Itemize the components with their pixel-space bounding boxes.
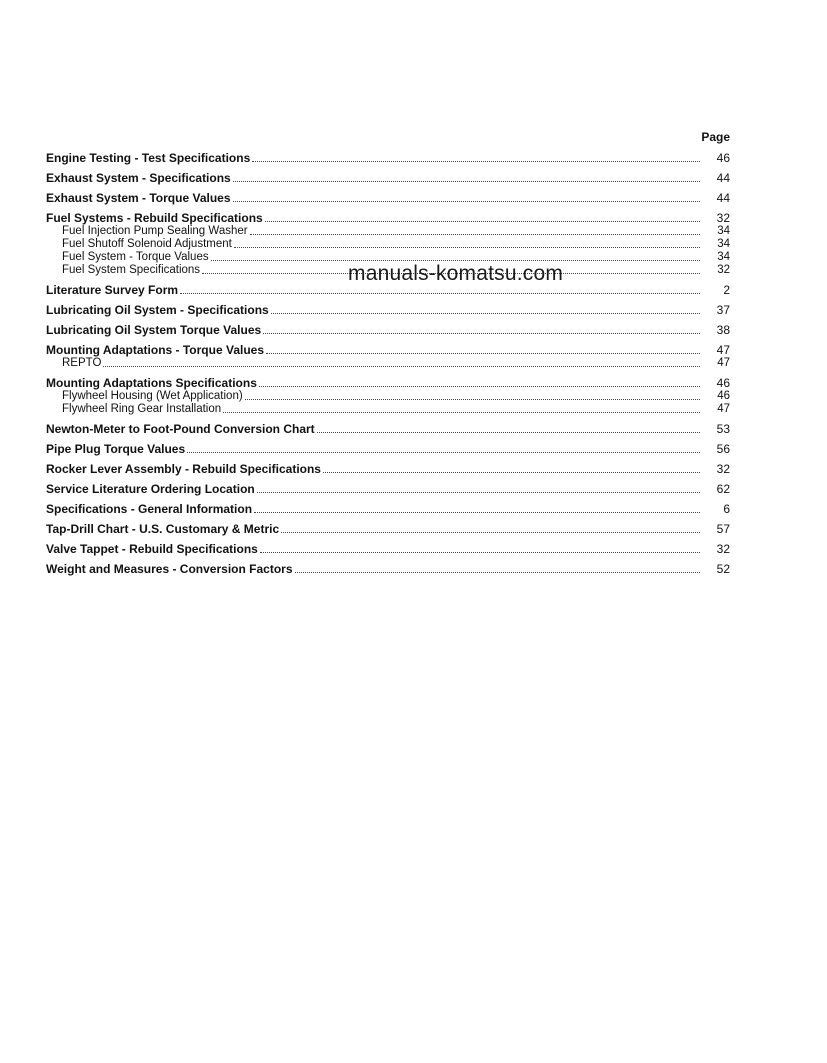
toc-entry <box>46 304 730 317</box>
toc-subrow[interactable] <box>46 403 730 416</box>
toc-page-number: 32 <box>716 462 730 476</box>
toc-page-number: 34 <box>717 225 730 237</box>
toc-title: Fuel System Specifications <box>62 264 201 276</box>
toc-row[interactable] <box>46 344 730 357</box>
toc-page-number: 47 <box>717 403 730 415</box>
toc-page-number: 46 <box>716 376 730 390</box>
toc-title: Fuel Injection Pump Sealing Washer <box>62 225 248 237</box>
toc-row[interactable] <box>46 523 730 536</box>
toc-title: Mounting Adaptations Specifications <box>46 376 257 390</box>
toc-subrow[interactable] <box>46 357 730 370</box>
toc-title: Fuel System - Torque Values <box>62 251 209 263</box>
toc-entry <box>46 152 730 165</box>
dot-leader <box>223 411 700 413</box>
toc-subrow[interactable] <box>46 390 730 403</box>
table-of-contents <box>46 152 730 583</box>
toc-page-number: 62 <box>716 482 730 496</box>
toc-page-number: 6 <box>723 502 730 516</box>
dot-leader <box>295 571 701 573</box>
toc-title: Specifications - General Information <box>46 502 253 516</box>
toc-row[interactable] <box>46 324 730 337</box>
toc-title: Tap-Drill Chart - U.S. Customary & Metric <box>46 522 280 536</box>
dot-leader <box>187 451 700 453</box>
toc-page-number: 47 <box>717 357 730 369</box>
toc-page-number: 32 <box>716 542 730 556</box>
toc-entry <box>46 483 730 496</box>
toc-title: Rocker Lever Assembly - Rebuild Specifications <box>46 462 321 476</box>
toc-row[interactable] <box>46 212 730 225</box>
toc-title: Flywheel Ring Gear Installation <box>62 403 222 415</box>
toc-row[interactable] <box>46 377 730 390</box>
dot-leader <box>103 365 700 367</box>
toc-page-number: 32 <box>717 264 730 276</box>
toc-page-number: 38 <box>716 323 730 337</box>
toc-title: Lubricating Oil System - Specifications <box>46 303 269 317</box>
dot-leader <box>250 233 700 235</box>
toc-entry <box>46 344 730 370</box>
toc-page-number: 44 <box>716 191 730 205</box>
toc-page-number: 46 <box>717 390 730 402</box>
dot-leader <box>245 398 700 400</box>
toc-page-number: 37 <box>716 303 730 317</box>
toc-page-number: 56 <box>716 442 730 456</box>
toc-page-number: 47 <box>716 343 730 357</box>
toc-subrow[interactable] <box>46 238 730 251</box>
toc-title: Exhaust System - Torque Values <box>46 191 231 205</box>
toc-entry <box>46 523 730 536</box>
watermark: manuals-komatsu.com <box>348 262 564 285</box>
toc-title: Exhaust System - Specifications <box>46 171 231 185</box>
page-column-header: Page <box>701 130 730 144</box>
toc-title: REPTO <box>62 357 102 369</box>
toc-page-number: 46 <box>716 151 730 165</box>
toc-page-number: 34 <box>717 238 730 250</box>
toc-entry <box>46 463 730 476</box>
dot-leader <box>254 511 700 513</box>
dot-leader <box>265 220 700 222</box>
toc-page-number: 32 <box>716 211 730 225</box>
toc-page-number: 34 <box>717 251 730 263</box>
toc-title: Newton-Meter to Foot-Pound Conversion Chart <box>46 422 315 436</box>
toc-entry <box>46 172 730 185</box>
dot-leader <box>317 431 700 433</box>
toc-entry <box>46 563 730 576</box>
toc-page-number: 44 <box>716 171 730 185</box>
dot-leader <box>323 471 700 473</box>
toc-title: Literature Survey Form <box>46 283 179 297</box>
dot-leader <box>234 246 700 248</box>
toc-row[interactable] <box>46 423 730 436</box>
toc-subrow[interactable] <box>46 225 730 238</box>
toc-row[interactable] <box>46 152 730 165</box>
toc-entry <box>46 423 730 436</box>
toc-title: Mounting Adaptations - Torque Values <box>46 343 264 357</box>
dot-leader <box>211 259 700 261</box>
dot-leader <box>271 312 700 314</box>
toc-page-number: 57 <box>716 522 730 536</box>
toc-row[interactable] <box>46 503 730 516</box>
toc-title: Valve Tappet - Rebuild Specifications <box>46 542 258 556</box>
toc-title: Weight and Measures - Conversion Factors <box>46 562 293 576</box>
toc-row[interactable] <box>46 483 730 496</box>
dot-leader <box>263 332 700 334</box>
toc-title: Service Literature Ordering Location <box>46 482 255 496</box>
toc-row[interactable] <box>46 463 730 476</box>
dot-leader <box>233 200 700 202</box>
toc-title: Flywheel Housing (Wet Application) <box>62 390 243 402</box>
toc-row[interactable] <box>46 563 730 576</box>
toc-entry <box>46 377 730 416</box>
toc-row[interactable] <box>46 543 730 556</box>
dot-leader <box>259 385 700 387</box>
toc-entry <box>46 503 730 516</box>
dot-leader <box>281 531 700 533</box>
toc-entry <box>46 443 730 456</box>
toc-title: Pipe Plug Torque Values <box>46 442 186 456</box>
toc-row[interactable] <box>46 192 730 205</box>
dot-leader <box>260 551 700 553</box>
toc-title: Fuel Shutoff Solenoid Adjustment <box>62 238 232 250</box>
toc-entry <box>46 543 730 556</box>
toc-title: Engine Testing - Test Specifications <box>46 151 251 165</box>
toc-title: Lubricating Oil System Torque Values <box>46 323 262 337</box>
dot-leader <box>252 160 700 162</box>
dot-leader <box>180 292 700 294</box>
toc-row[interactable] <box>46 172 730 185</box>
toc-entry <box>46 324 730 337</box>
toc-page-number: 52 <box>716 562 730 576</box>
dot-leader <box>233 180 700 182</box>
toc-page-number: 2 <box>723 283 730 297</box>
toc-title: Fuel Systems - Rebuild Specifications <box>46 211 263 225</box>
toc-page-number: 53 <box>716 422 730 436</box>
dot-leader <box>257 491 700 493</box>
dot-leader <box>266 352 700 354</box>
toc-row[interactable] <box>46 443 730 456</box>
toc-entry <box>46 192 730 205</box>
toc-row[interactable] <box>46 304 730 317</box>
